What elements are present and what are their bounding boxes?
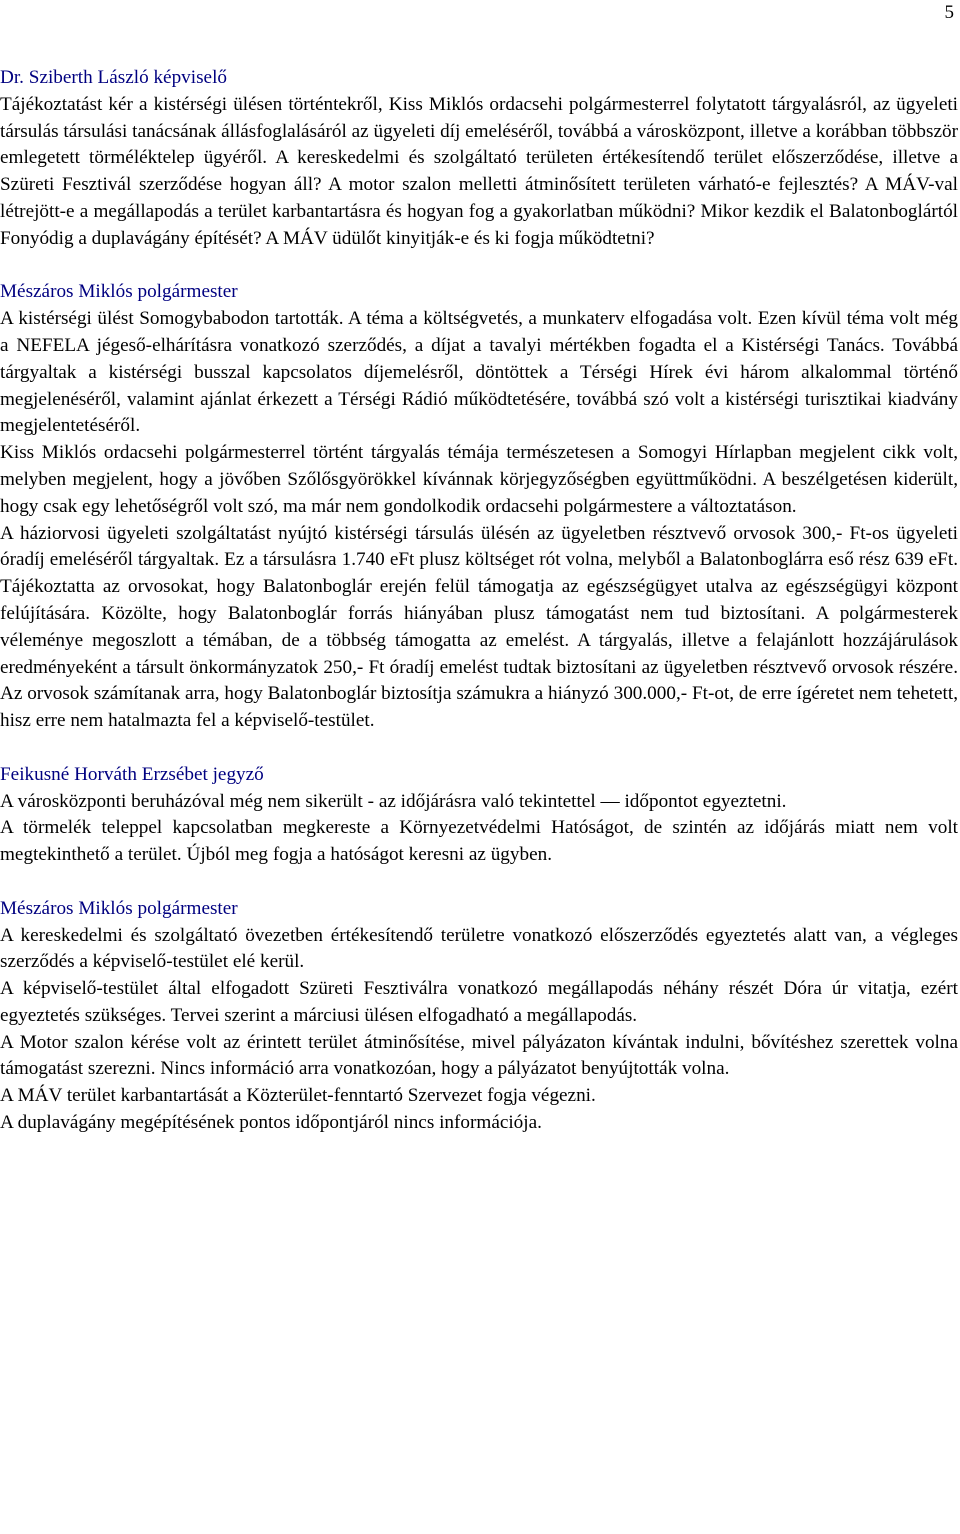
section-sziberth — [0, 65, 958, 253]
paragraph: A kistérségi ülést Somogybabodon tartották. A téma a költségvetés, a munkaterv elfogadása volt. Ezen kívül téma volt még a NEFELA jégeső-elhárításra vonatkozó szerződés, a díjat a tavalyi mértékben fogadta el a Kistérségi Tanács. Továbbá tárgyaltak a kistérségi busszal kapcsolatos díjemelésről, döntöttek a Térségi Hírek évi három alkalommal történő megjelenéséről, valamint ajánlat érkezett a Térségi Rádió működtetésére, továbbá szó volt a kistérségi turisztikai kiadvány megjelentetéséről. — [0, 308, 958, 437]
section-meszaros-1 — [0, 279, 958, 735]
paragraph: A képviselő-testület által elfogadott Szüreti Fesztiválra vonatkozó megállapodás néhány részét Dóra úr vitatja, ezért egyeztetés szükséges. Tervei szerint a márciusi ülésen elfogadható a megállapodás. — [0, 978, 958, 1026]
paragraph: A háziorvosi ügyeleti szolgáltatást nyújtó kistérségi társulás ülésén az ügyeletben résztvevő orvosok 300,- Ft-os ügyeleti óradíj emeléséről tárgyaltak. Ez a társulásra 1.740 eFt plusz költséget rót volna, melyből a Balatonboglárra eső rész 639 eFt. Tájékoztatta az orvosokat, hogy Balatonboglár erején felül támogatja az egészségügyet utalva az egészségügyi központ felújítására. Közölte, hogy Balatonboglár forrás hiányában plusz támogatást nem tud biztosítani. A polgármesterek véleménye megoszlott a témában, de a többség támogatta az emelést. A tárgyalás, illetve a felajánlott hozzájárulások eredményeként a társult önkormányzatok 250,- Ft óradíj emelést tudtak biztosítani az ügyeletben résztvevő orvosok részére. Az orvosok számítanak arra, hogy Balatonboglár biztosítja számukra a hiányzó 300.000,- Ft-ot, de erre ígéretet nem tehetett, hisz erre nem hatalmazta fel a képviselő-testület. — [0, 522, 958, 732]
paragraph: A MÁV terület karbantartását a Közterület-fenntartó Szervezet fogja végezni. — [0, 1085, 596, 1107]
section-meszaros-2 — [0, 896, 958, 1137]
speaker-heading: Dr. Sziberth László képviselő — [0, 67, 227, 88]
document-body — [0, 65, 958, 1137]
section-gap — [0, 735, 958, 762]
paragraph: A Motor szalon kérése volt az érintett terület átminősítése, mivel pályázaton kívántak indulni, bővítéshez szerettek volna támogatást szerezni. Nincs információ arra vonatkozóan, hogy a pályázatot benyújtották volna. — [0, 1031, 958, 1080]
paragraph: A törmelék teleppel kapcsolatban megkereste a Környezetvédelmi Hatóságot, de szintén az időjárás miatt nem volt megtekinthető a terület. Újból meg fogja a hatóságot keresni az ügyben. — [0, 817, 958, 866]
speaker-heading: Mészáros Miklós polgármester — [0, 897, 238, 919]
section-feikusne — [0, 762, 958, 869]
speaker-heading: Feikusné Horváth Erzsébet jegyző — [0, 763, 264, 785]
paragraph: Tájékoztatást kér a kistérségi ülésen történtekről, Kiss Miklós ordacsehi polgármesterrel folytatott tárgyalásról, az ügyeleti társulás társulási tanácsának állásfoglalásáról az ügyeleti díj emeléséről, továbbá a városközpont, illetve a korábban többször emlegetett törméléktelep ügyéről. A kereskedelmi és szolgáltató területen értékesítendő terület előszerződése, illetve a Szüreti Fesztivál szerződése hogyan áll? A motor szalon melletti átminősített területen várható-e fejlesztés? A MÁV-val létrejött-e a megállapodás a terület karbantartásra és hogyan fog a gyakorlatban működni? Mikor kezdik el Balatonboglártól Fonyódig a duplavágány építését? A MÁV üdülőt kinyitják-e és ki fogja működtetni? — [0, 93, 958, 249]
paragraph: A városközponti beruházóval még nem sikerült - az időjárásra való tekintettel — időpontot egyeztetni. — [0, 790, 787, 812]
speaker-heading: Mészáros Miklós polgármester — [0, 281, 238, 303]
paragraph: A duplavágány megépítésének pontos időpontjáról nincs információja. — [0, 1112, 542, 1134]
paragraph: Kiss Miklós ordacsehi polgármesterrel történt tárgyalás témája természetesen a Somogyi Hírlapban megjelent cikk volt, melyben megjelent, hogy a jövőben Szőlősgyörökkel kívánnak körjegyzőségben együttműködni. A beszélgetésen kiderült, hogy csak egy lehetőségről volt szó, ma már nem gondolkodik ordacsehi polgármestere a változtatáson. — [0, 442, 958, 517]
paragraph: A kereskedelmi és szolgáltató övezetben értékesítendő területre vonatkozó előszerződés egyeztetés alatt van, a végleges szerződés a képviselő-testület elé kerül. — [0, 924, 958, 973]
section-gap — [0, 869, 958, 896]
page-number: 5 — [944, 2, 954, 23]
section-gap — [0, 253, 958, 280]
